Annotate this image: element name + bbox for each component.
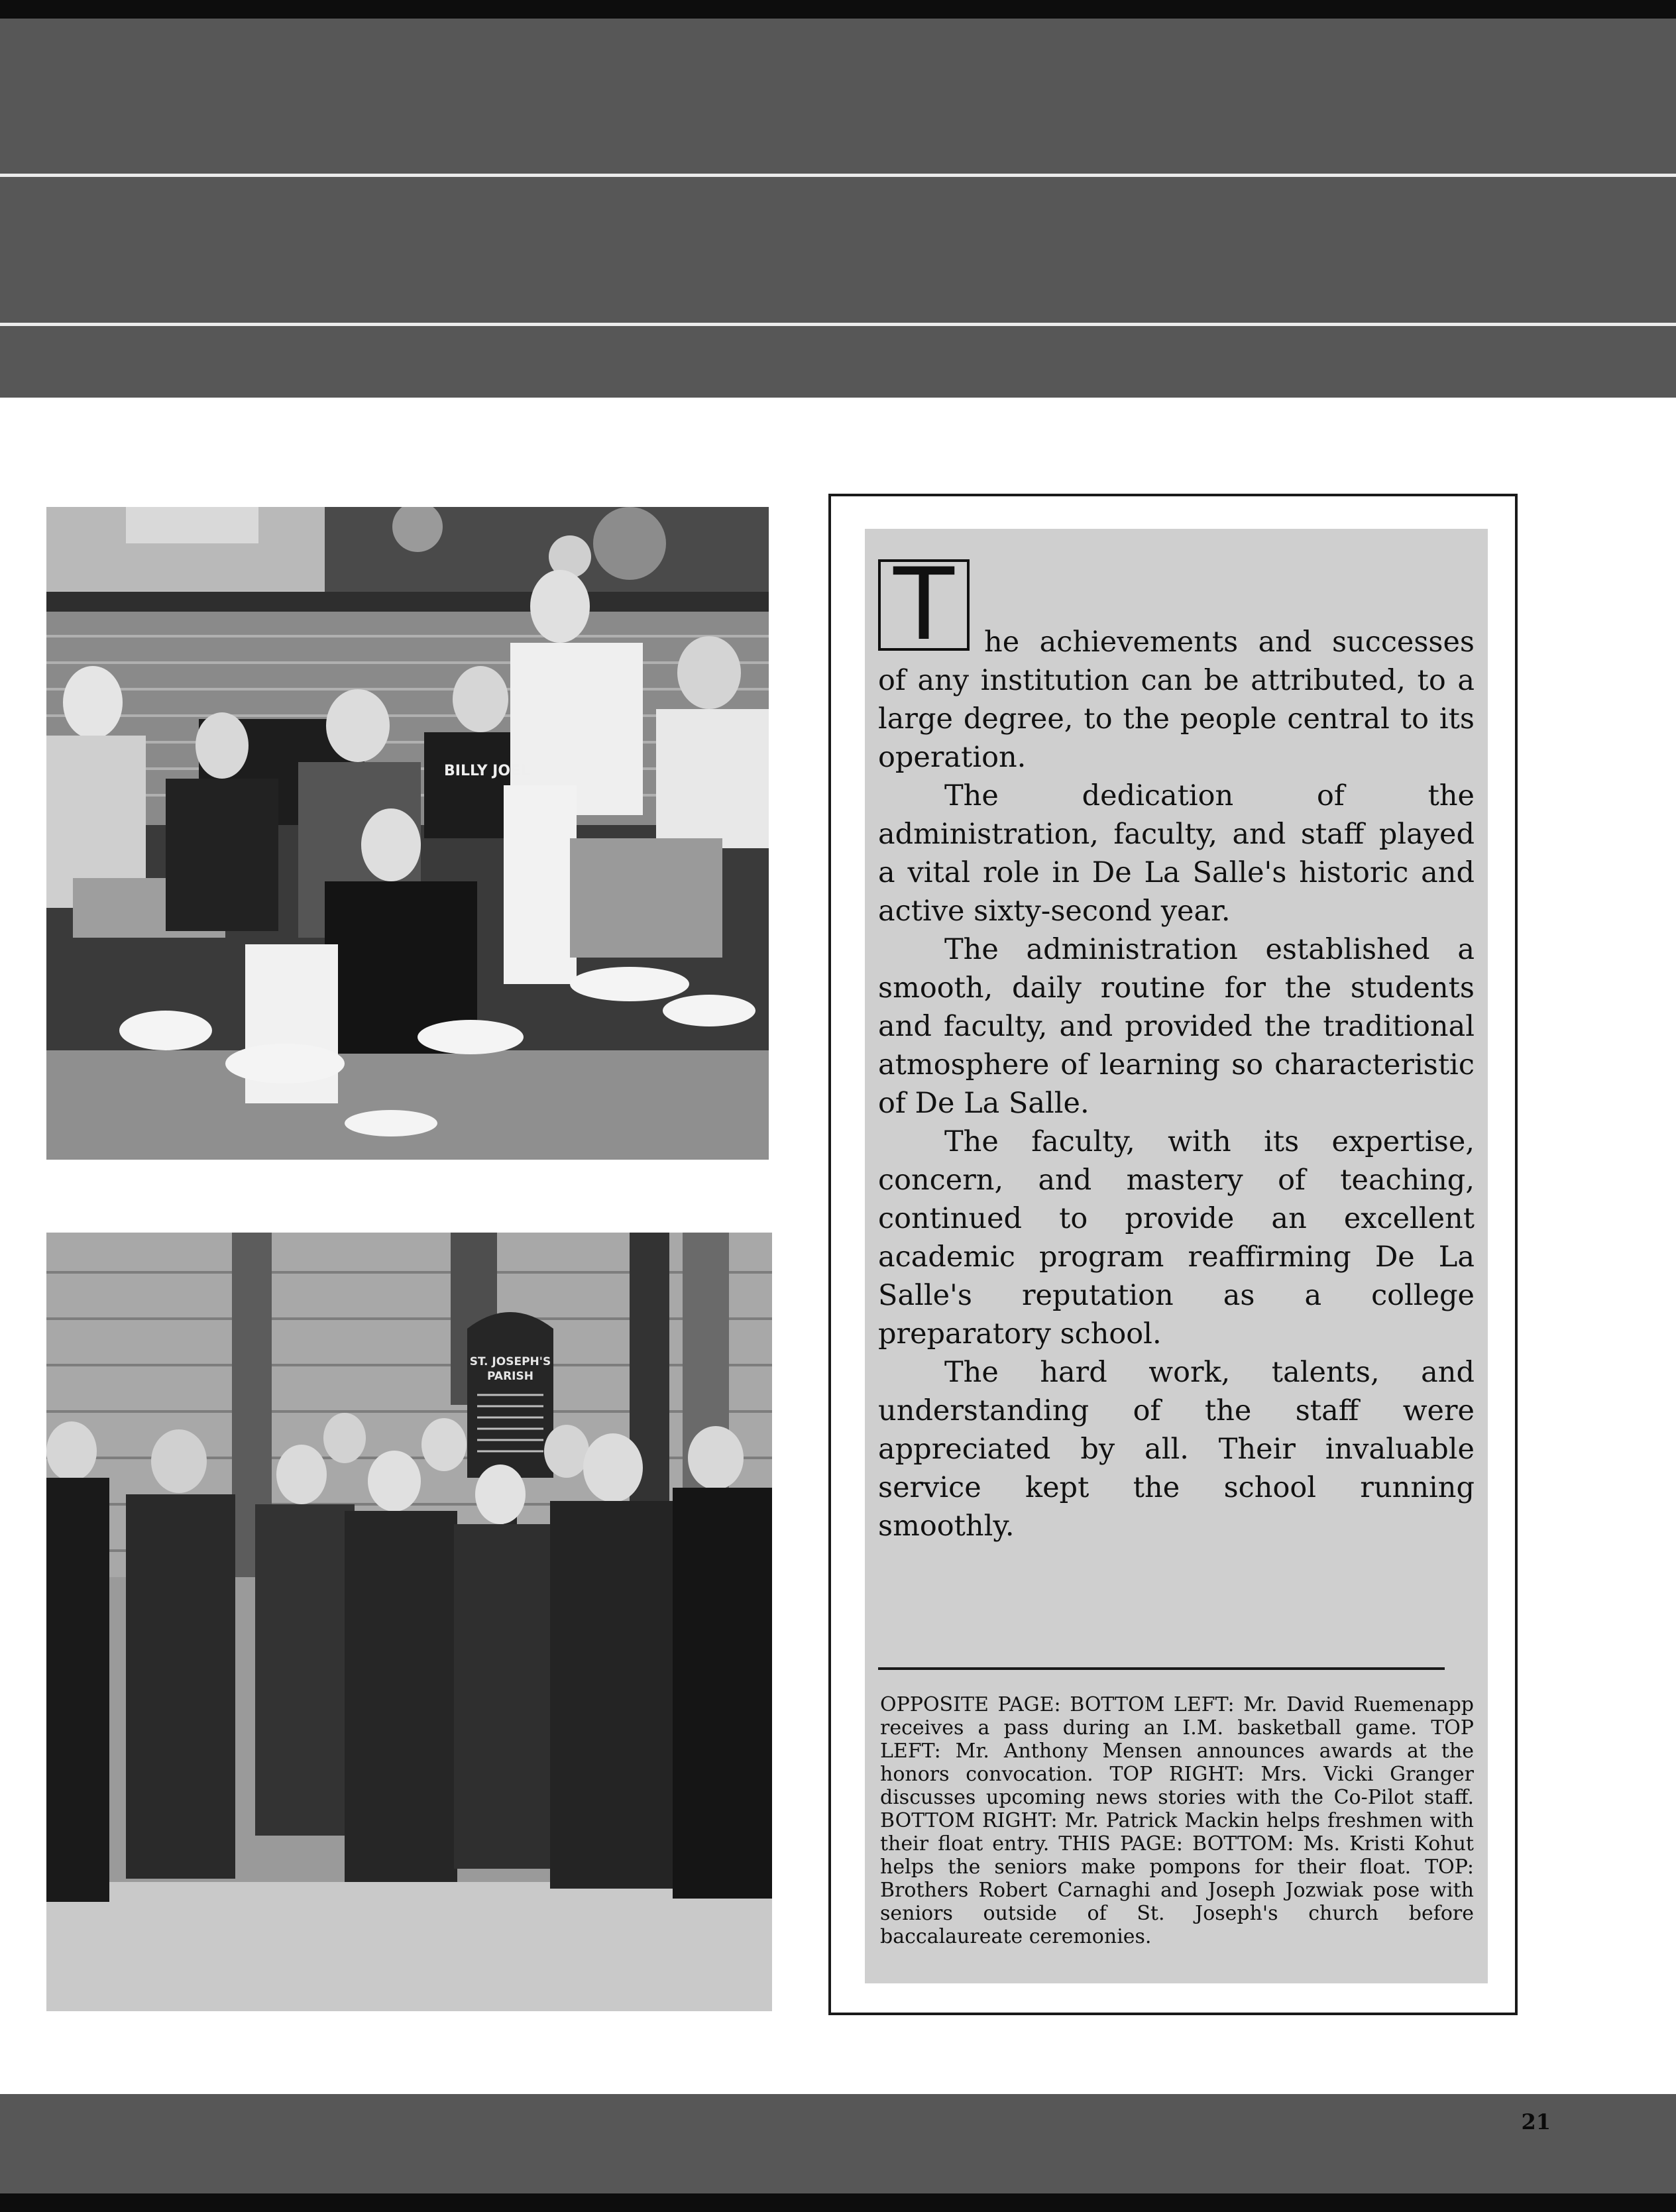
sign-title-line-1: ST. JOSEPH'S	[469, 1355, 551, 1368]
photo-baccalaureate-group	[46, 1233, 772, 2011]
article-paragraph: The dedication of the administration, faculty, and staff played a vital role in De La Salle's historic and active sixty-second year.	[878, 779, 1475, 928]
article-paragraph: The faculty, with its expertise, concern, and mastery of teaching, continued to provide an excellent academic program reaffirming De La Salle's reputation as a college preparatory school.	[878, 1125, 1475, 1351]
article-paragraph	[878, 547, 1475, 777]
drop-cap: T	[878, 559, 970, 651]
top-edge	[0, 0, 1676, 19]
caption-divider	[878, 1667, 1445, 1670]
article-body	[878, 547, 1475, 1545]
article-paragraph-text: he achievements and successes of any institution can be attributed, to a large degree, to the people central to its operation.	[878, 626, 1475, 774]
header-band	[0, 19, 1676, 398]
article-paragraph: The hard work, talents, and understanding of the staff were appreciated by all. Their invaluable service kept the school running smoothly.	[878, 1356, 1475, 1543]
photo-caption: OPPOSITE PAGE: BOTTOM LEFT: Mr. David Ruemenapp receives a pass during an I.M. basketball game. TOP LEFT: Mr. Anthony Mensen announces awards at the honors convocation. TOP RIGHT: Mrs. Vicki Granger discusses upcoming news stories with the Co-Pilot staff. BOTTOM RIGHT: Mr. Patrick Mackin helps freshmen with their float entry. THIS PAGE: BOTTOM: Ms. Kristi Kohut helps the seniors make pompons for their float. TOP: Brothers Robert Carnaghi and Joseph Jozwiak pose with seniors outside of St. Joseph's church before baccalaureate ceremonies.	[880, 1693, 1474, 1948]
sign-title-line-2: PARISH	[487, 1370, 533, 1383]
article-paragraph: The administration established a smooth, daily routine for the students and faculty, and provided the traditional atmosphere of learning so characteristic of De La Salle.	[878, 933, 1475, 1120]
photo-pompon-making	[46, 507, 769, 1160]
bottom-edge	[0, 2193, 1676, 2212]
photo-baccalaureate-group-image	[46, 1233, 772, 2011]
page-number: 21	[1521, 2109, 1551, 2134]
header-rule-lower	[0, 323, 1676, 326]
shirt-text: BILLY JOEL	[444, 763, 530, 779]
footer-band	[0, 2094, 1676, 2193]
header-rule-upper	[0, 174, 1676, 177]
photo-pompon-making-image	[46, 507, 769, 1160]
